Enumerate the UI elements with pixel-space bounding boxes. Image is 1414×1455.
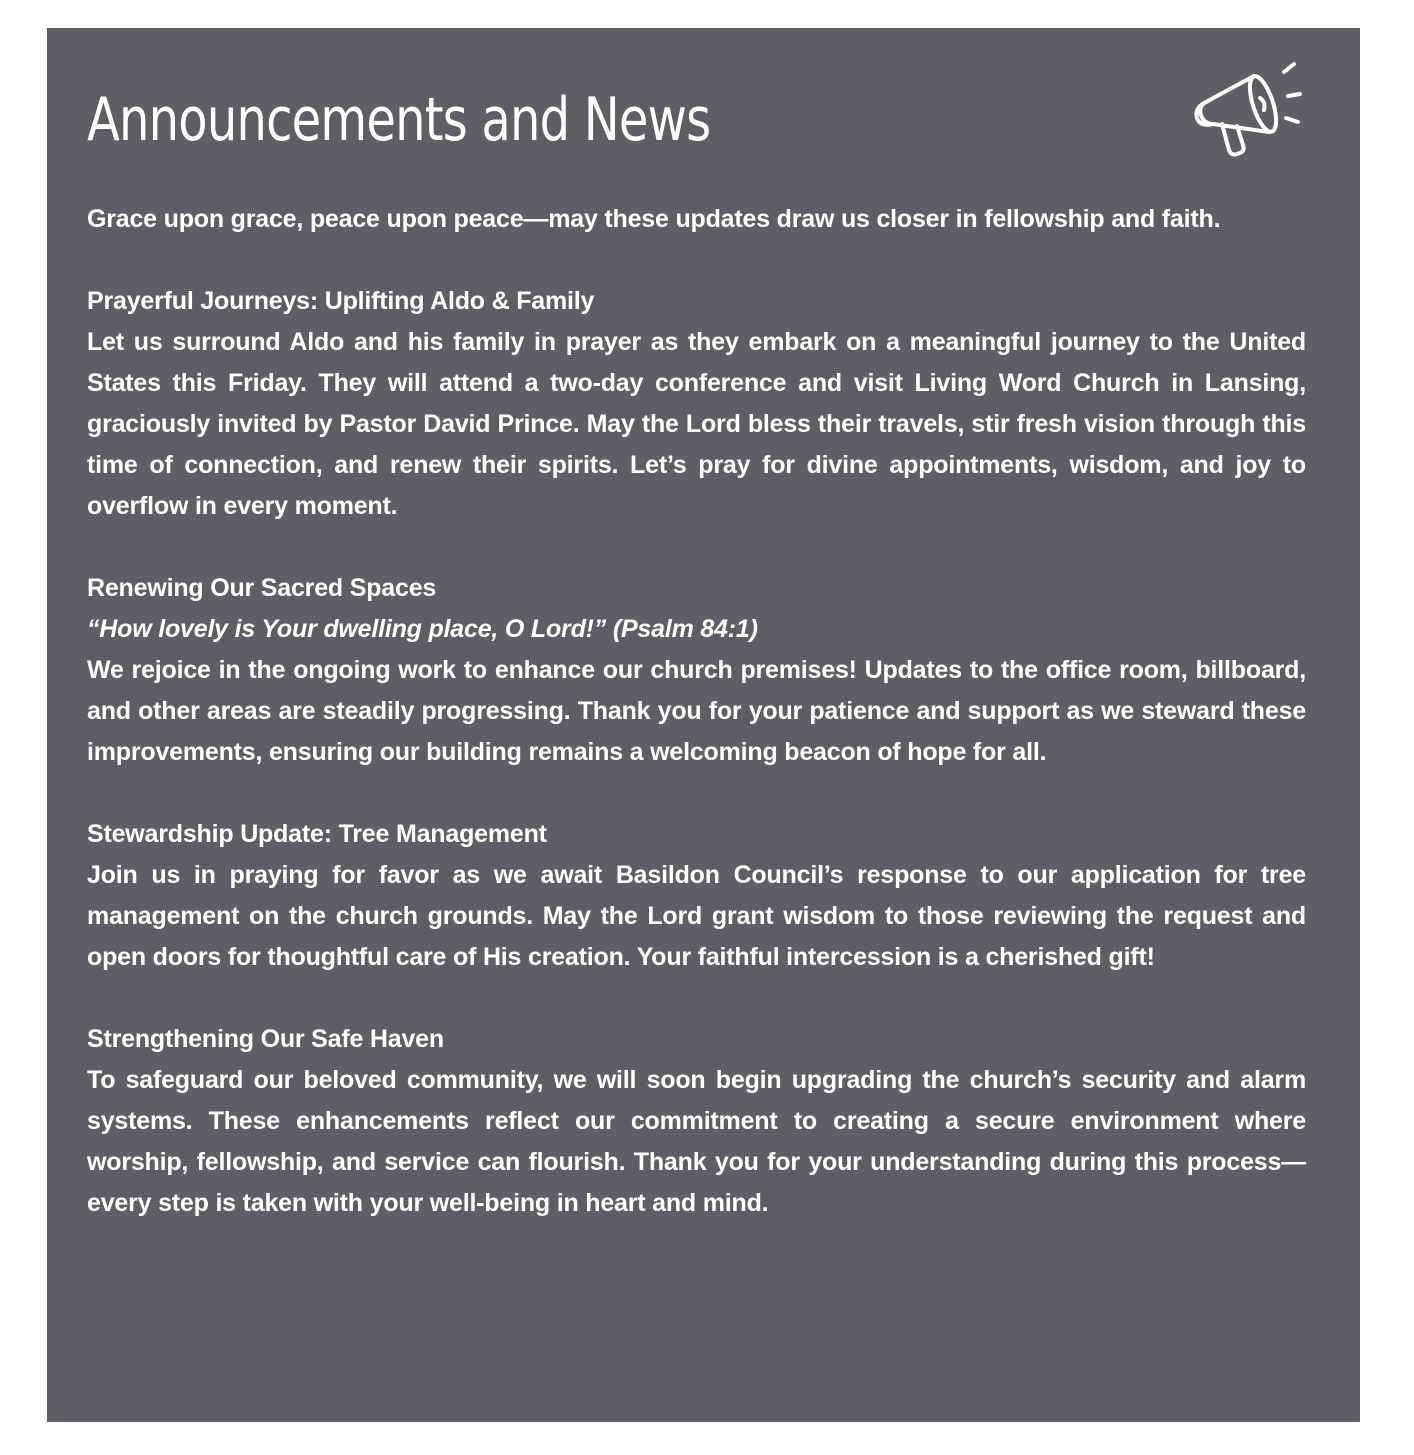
page-title: Announcements and News bbox=[87, 85, 711, 155]
section-body: To safeguard our beloved community, we will soon begin upgrading the church’s security and alarm systems. These enhancements reflect our commitment to creating a secure environment where worship, fellowship, and service can flourish. Thank you for your understanding during this process—every step is taken with your well-being in heart and mind. bbox=[87, 1066, 1306, 1217]
section-body: Join us in praying for favor as we await Basildon Council’s response to our application for tree management on the church grounds. May the Lord grant wisdom to those reviewing the request and open doors for thoughtful care of His creation. Your faithful intercession is a cherished gift! bbox=[87, 861, 1306, 971]
section-body: Let us surround Aldo and his family in prayer as they embark on a meaningful journey to the United States this Friday. They will attend a two-day conference and visit Living Word Church in Lansing, graciously invited by Pastor David Prince. May the Lord bless their travels, stir fresh vision through this time of connection, and renew their spirits. Let’s pray for divine appointments, wisdom, and joy to overflow in every moment. bbox=[87, 328, 1306, 520]
announcement-tree-management bbox=[87, 814, 1306, 978]
section-body: We rejoice in the ongoing work to enhance our church premises! Updates to the office room, billboard, and other areas are steadily progressing. Thank you for your patience and support as we steward these improvements, ensuring our building remains a welcoming beacon of hope for all. bbox=[87, 656, 1306, 766]
scripture-quote: “How lovely is Your dwelling place, O Lord!” (Psalm 84:1) bbox=[87, 615, 758, 643]
section-title: Strengthening Our Safe Haven bbox=[87, 1025, 444, 1053]
panel-header bbox=[87, 28, 1306, 188]
announcement-aldo-journey bbox=[87, 281, 1306, 527]
intro-text: Grace upon grace, peace upon peace—may these updates draw us closer in fellowship and faith. bbox=[87, 205, 1221, 233]
announcement-sacred-spaces bbox=[87, 568, 1306, 773]
announcements-content bbox=[87, 199, 1306, 1224]
section-title: Stewardship Update: Tree Management bbox=[87, 820, 547, 848]
megaphone-icon bbox=[1176, 58, 1316, 168]
section-title: Prayerful Journeys: Uplifting Aldo & Family bbox=[87, 287, 595, 315]
announcement-safe-haven bbox=[87, 1019, 1306, 1224]
section-title: Renewing Our Sacred Spaces bbox=[87, 574, 437, 602]
announcements-panel bbox=[47, 28, 1360, 1422]
